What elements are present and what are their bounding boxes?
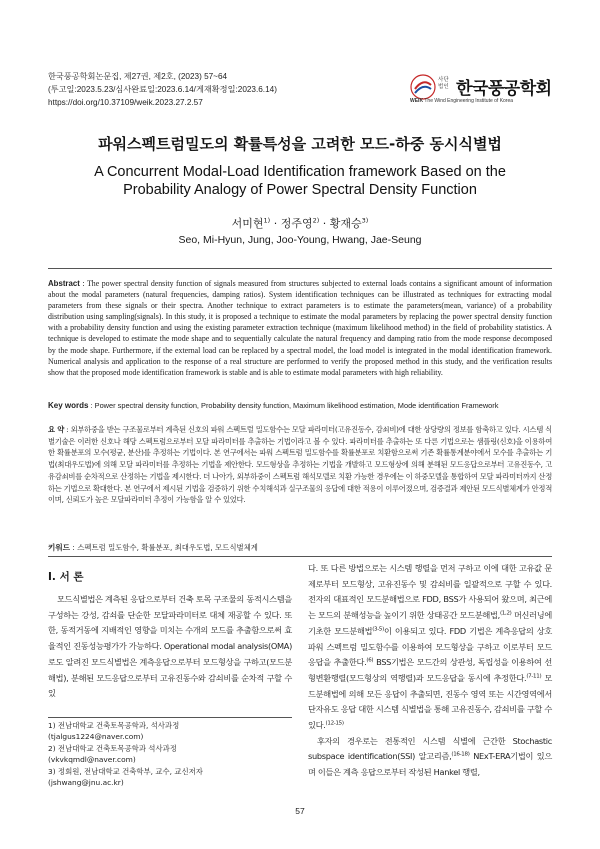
footnote-rule — [48, 717, 292, 718]
keywords-label: Key words — [48, 401, 89, 410]
paragraph — [308, 734, 552, 781]
text-run: 모드분해법에 의해 모든 응답이 추출되면, 진동수 영역 또는 시간영역에서 단자유도 응답 대한 시스템 식별법을 통해 고유진동수, 감쇠비를 구할 수 있다. — [308, 672, 552, 731]
logo-english-name — [410, 98, 513, 104]
abstract-bottom-rule — [48, 556, 552, 557]
abstract-top-rule — [48, 268, 552, 269]
paragraph — [308, 561, 552, 734]
paragraph: 모드식별법은 계측된 응답으로부터 건축 토목 구조물의 동적시스템을 구성하는 강성, 감쇠를 단순한 모달파라미터로 대체 재공할 수 있다. 또한, 동적거동에 지배적인 영향을 미치는 수개의 모드를 추출함으로써 효율적인 진동성능평가가 가능하다. Operational modal analysis(OMA)로도 알려진 모드식별법은 계측응답으로부터 모드형상을 구하고(모드분해법), 분해된 모드응답으로부터 고유진동수와 감쇠비를 순차적 구할 수 있 — [48, 594, 292, 699]
logo-corp-label: 사단 법인 — [438, 77, 449, 90]
footnotes — [48, 720, 292, 788]
authors-english: Seo, Mi-Hyun, Jung, Joo-Young, Hwang, Jae-Seung — [178, 234, 422, 246]
keywords-ko-text: 스펙트럼 밀도함수, 확률분포, 최대우도법, 모드식별체계 — [77, 543, 258, 552]
author-separator: · — [322, 217, 327, 230]
body-column-right — [308, 561, 552, 781]
text-run: 이 이용되고 있다. FDD 기법은 계측응답의 상호파워 스펙트럼 밀도함수를 이용하여 모드형상을 구하고 이로부터 모드응답을 추출한다. — [308, 625, 552, 668]
citation: (12-15) — [325, 720, 344, 727]
section-number: I. — [48, 571, 56, 583]
text-run: 후자의 경우로는 전통적인 시스템 식별에 근간한 Stochastic subspace identification(SSI) 알고리즘, — [308, 735, 552, 762]
logo-acronym: WEIK — [410, 98, 424, 104]
author-3: 황재승 — [329, 217, 362, 230]
author-1-mark: 1) — [263, 216, 271, 225]
keywords-english: Key words : Power spectral density function, Probability density function, Maximum likelihood estimation, Mode identification Framework — [48, 401, 499, 410]
korean-summary: 요 약 : 외부하중을 받는 구조물로부터 계측된 신호의 파워 스펙트럴 밀도함수는 모달 파라미터(고유진동수, 감쇠비)에 대한 상당량의 정보를 함축하고 있다. 시스템 식별기술은 이러한 신호나 해당 스펙트럼으로부터 모달 파라미터를 추출하는 기법이라고 볼 수 있다. 파라미터를 추출하는 또 다른 기법으로는 샘플링(신호)을 이용하여한 확률분포의 모수(평균, 분산)를 추정하는 기법이다. 본 연구에서는 파워 스펙트럼 밀도함수를 확률분포로 치환함으로써 기존 확률통계분야에서 모수를 추출하는 기법(최대우도법)에 의해 모달 파라미터를 추정하는 기법을 제안한다. 모드형상을 추정하는 기법을 개발하고 모드형상에 의해 분해된 모드응답으로부터 고유진동수, 고유감쇠비를 순차적으로 산정하는 기법을 제시한다. 더 나아가, 외부하중이 스펙트럼 해석모델로 치환 가능한 경우에는 이 하중모델을 통합하여 모달 파라미터까지 산정하는 기법으로 확대한다. 본 연구에서 제시된 기법을 검증하기 위한 수치해석과 실구조물의 응답에 대한 적용이 이루어졌으며, 검증결과 제안된 모드식별체계가 안정적이며, 신뢰도가 높은 모달파라미터 추정이 가능함을 알 수 있었다. — [48, 425, 552, 505]
journal-citation: 한국풍공학회논문집, 제27권, 제2호, (2023) 57~64 — [48, 72, 228, 81]
text-run: BSS기법은 모드간의 상관성, 독립성을 이용하여 선형변환행렬(모드형상의 역행렬)과 모드응답을 동시에 추정한다. — [308, 657, 552, 683]
summary-label: 요 약 — [48, 425, 64, 434]
footnote-line: (jshwang@jnu.ac.kr) — [48, 778, 124, 788]
author-1: 서미현 — [231, 217, 264, 230]
keywords-korean: 키워드 : 스펙트럼 밀도함수, 확률분포, 최대우도법, 모드식별체계 — [48, 543, 258, 552]
abstract-label: Abstract — [48, 279, 80, 288]
citation: (7-11) — [526, 673, 542, 680]
text-run: NExT-ERA기법이 있으며 이들은 계측 응답으로부터 작성된 Hankel 행렬, — [308, 751, 553, 778]
footnote-line: 2) 전남대학교 건축토목공학과 석사과정 — [48, 743, 177, 753]
journal-dates: (투고일:2023.5.23/심사완료일:2023.6.14/게재확정일:2023.6.14) — [48, 85, 277, 94]
author-separator: · — [273, 217, 278, 230]
journal-doi[interactable]: https://doi.org/10.37109/weik.2023.27.2.57 — [48, 98, 203, 107]
section-heading — [48, 569, 84, 584]
footnote-line: 1) 전남대학교 건축토목공학과, 석사과정 — [48, 721, 180, 730]
text-run: 다. 또 다른 방법으로는 시스템 행렬을 먼저 구하고 이에 대한 고유값 문제로부터 모드형상, 고유진동수 및 감쇠비를 일괄적으로 구할 수 있다. 전자의 대표적인 모드분해법으로 FDD, BSS가 사용되어 왔으며, 최근에는 모드의 분해성능을 높이기 위한 상태공간 모드분해법, — [308, 563, 552, 621]
abstract: Abstract : The power spectral density function of signals measured from structures subjected to external loads contains a significant amount of information about the modal parameters (natural frequencies, damping ratios). System identification techniques can be illustrated as techniques for extracting modal parameters from these signals or their spectra. Another technique to extract parameters is to estimate the parameters(mean, variance) of a probability distribution using sampling(signals). In this study, it is proposed a technique to estimate the modal parameters by replacing the power spectral density function with a probability density function and using the existing parameter extraction technique (maximum likelihood method) in the field of probability statistics. A technique is developed to estimate the mode shape and to sequentially calculate the natural frequency and damping ratio from the mode response decomposed by the mode shape. Furthermore, if the external load can be replaced by a spectral model, the load model is integrated in the modal identification framework. Numerical analysis and application to the response of a real structure are performed to verify the proposed method in this study, and the verification results show that the proposed mode identification framework is stable and is able to estimate modal parameters with high reliability. — [48, 279, 552, 377]
summary-text: 외부하중을 받는 구조물로부터 계측된 신호의 파워 스펙트럴 밀도함수는 모달 파라미터(고유진동수, 감쇠비)에 대한 상당량의 정보를 함축하고 있다. 시스템 식별기술은 이러한 신호나 해당 스펙트럼으로부터 모달 파라미터를 추출하는 기법이라고 볼 수 있다. 파라미터를 추출하는 또 다른 기법으로는 샘플링(신호)을 이용하여한 확률분포의 모수(평균, 분산)를 추정하는 기법이다. 본 연구에서는 파워 스펙트럼 밀도함수를 확률분포로 치환함으로써 기존 확률통계분야에서 모수를 추출하는 기법(최대우도법)에 의해 모달 파라미터를 추정하는 기법을 제안한다. 모드형상을 추정하는 기법을 개발하고 모드형상에 의해 분해된 모드응답으로부터 고유진동수, 고유감쇠비를 순차적으로 산정하는 기법을 제시한다. 더 나아가, 외부하중이 스펙트럼 해석모델로 치환 가능한 경우에는 이 하중모델을 통합하여 모달 파라미터까지 산정하는 기법으로 확대한다. 본 연구에서 제시된 기법을 검증하기 위한 수치해석과 실구조물의 응답에 대한 적용이 이루어졌으며, 검증결과 제안된 모드식별체계가 안정적이며, 신뢰도가 높은 모달파라미터 추정이 가능함을 알 수 있었다. — [48, 425, 552, 505]
citation: (1,2) — [499, 610, 512, 617]
citation: (3-5) — [372, 626, 384, 633]
logo-english-text: The Wind Engineering Institute of Korea — [424, 98, 514, 104]
logo-society-name: 한국풍공학회 — [456, 79, 552, 99]
society-logo — [410, 72, 560, 106]
keywords-ko-label: 키워드 — [48, 543, 71, 552]
authors-korean — [0, 215, 600, 231]
citation: (6) — [366, 657, 374, 664]
author-2: 정주영 — [280, 217, 313, 230]
section-title: 서 론 — [59, 571, 84, 583]
body-column-left — [48, 592, 292, 702]
footnote-line: (tjalgus1224@naver.com) — [48, 732, 144, 742]
page-number: 57 — [295, 806, 305, 816]
journal-info — [48, 70, 277, 109]
title-english: A Concurrent Modal-Load Identification framework Based on the Probability Analogy of Power Spectral Density Function — [94, 164, 506, 198]
text-run: 머신러닝에 기초한 모드분해법 — [308, 610, 552, 636]
keywords-text: Power spectral density function, Probability density function, Maximum likelihood estimation, Mode identification Framework — [94, 401, 499, 410]
author-3-mark: 3) — [361, 216, 369, 225]
footnote-line: (vkvkqmdl@naver.com) — [48, 755, 136, 765]
author-2-mark: 2) — [312, 216, 320, 225]
footnote-line: 3) 정회원, 전남대학교 건축학부, 교수, 교신저자 — [48, 766, 203, 776]
weik-logo-icon — [410, 74, 436, 100]
title-korean: 파워스펙트럼밀도의 확률특성을 고려한 모드-하중 동시식별법 — [98, 135, 502, 153]
abstract-text: The power spectral density function of signals measured from structures subjected to external loads contains a significant amount of information about the modal parameters (natural frequencies, damping ratios). System identification techniques can be illustrated as techniques for extracting modal parameters from these signals or their spectra. Another technique to extract parameters is to estimate the parameters(mean, variance) of a probability distribution using sampling(signals). In this study, it is proposed a technique to estimate the modal parameters by replacing the power spectral density function with a probability density function and using the existing parameter extraction technique (maximum likelihood method) in the field of probability statistics. A technique is developed to estimate the mode shape and to sequentially calculate the natural frequency and damping ratio from the mode response decomposed by the mode shape. Furthermore, if the external load can be replaced by a spectral model, the load model is integrated in the modal identification framework. Numerical analysis and application to the response of a real structure are performed to verify the proposed method in this study, and the verification results show that the proposed mode identification framework is stable and is able to estimate modal parameters with high reliability. — [48, 279, 552, 377]
citation: (16-18) — [451, 751, 470, 758]
